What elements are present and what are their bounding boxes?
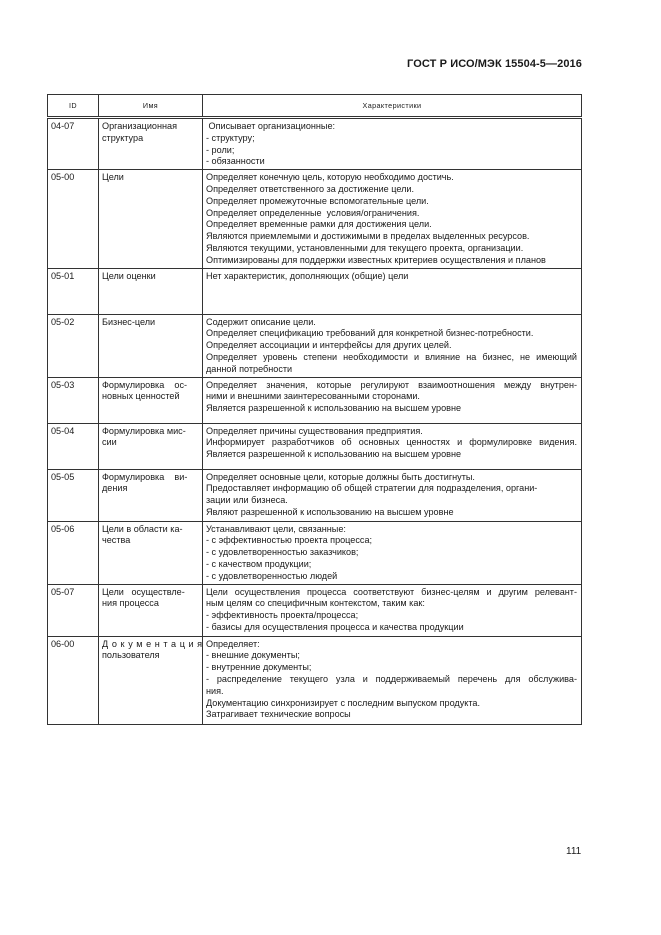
characteristic-line: Документацию синхронизирует с последним выпуском продукта.	[206, 697, 481, 708]
row-id: 05-03	[48, 377, 99, 423]
table-row	[48, 469, 582, 521]
row-id: 05-06	[48, 521, 99, 584]
characteristic-line: Описывает организационные:	[206, 121, 336, 131]
table-row	[48, 314, 582, 377]
characteristic-line: - роли;	[206, 144, 235, 155]
table-row	[48, 521, 582, 584]
characteristic-line: Являются приемлемыми и достижимыми в пределах выделенных ресурсов.	[206, 231, 530, 242]
characteristic-line: - внешние документы;	[206, 650, 300, 661]
characteristic-line: - базисы для осуществления процесса и качества продукции	[206, 621, 464, 632]
column-header-name: Имя	[99, 95, 203, 118]
characteristic-line: ния.	[206, 685, 224, 696]
row-characteristics	[203, 584, 582, 636]
row-characteristics	[203, 268, 582, 314]
row-name-line: Бизнес-цели	[102, 316, 156, 327]
characteristic-line: Определяет основные цели, которые должны быть достигнуты.	[206, 471, 475, 482]
characteristic-line: - распределение текущего узла и поддерживаемый перечень для обслужива-	[206, 673, 577, 684]
row-name	[99, 314, 203, 377]
table-row	[48, 423, 582, 469]
row-name-line: дения	[102, 483, 128, 494]
document-header: ГОСТ Р ИСО/МЭК 15504-5—2016	[407, 58, 582, 70]
row-id: 05-04	[48, 423, 99, 469]
row-id: 05-01	[48, 268, 99, 314]
row-name-line: Цели оценки	[102, 270, 156, 281]
characteristic-line: Является разрешенной к использованию на высшем уровне	[206, 403, 462, 414]
row-name-line: Цели осуществле-	[102, 586, 185, 597]
characteristic-line: Содержит описание цели.	[206, 316, 316, 327]
characteristic-line: Оптимизированы для поддержки известных критериев осуществления и планов	[206, 254, 546, 265]
row-name-line: Цели в области ка-	[102, 523, 183, 534]
characteristic-line: Определяет определенные условия/ограничения.	[206, 207, 420, 218]
characteristic-line: Цели осуществления процесса соответствуют бизнес-целям и другим релевант-	[206, 586, 577, 597]
row-name-line: Формулировка ви-	[102, 471, 188, 482]
row-name-line: Формулировка мис-	[102, 425, 186, 436]
characteristic-line: - эффективность проекта/процесса;	[206, 610, 359, 621]
row-name-line: Организационная	[102, 121, 178, 131]
row-name	[99, 469, 203, 521]
characteristic-line: Определяет:	[206, 638, 260, 649]
row-characteristics	[203, 423, 582, 469]
row-id: 05-02	[48, 314, 99, 377]
row-characteristics	[203, 377, 582, 423]
row-id: 05-00	[48, 170, 99, 268]
row-characteristics	[203, 170, 582, 268]
characteristic-line: - обязанности	[206, 156, 265, 167]
characteristic-line: Определяет конечную цель, которую необходимо достичь.	[206, 172, 454, 183]
table-row	[48, 118, 582, 170]
characteristic-line: Определяет значения, которые регулируют взаимоотношения между внутрен-	[206, 379, 577, 390]
row-name	[99, 268, 203, 314]
characteristic-line: Определяет причины существования предприятия.	[206, 425, 423, 436]
characteristic-line: Предоставляет информацию об общей стратегии для подразделения, органи-	[206, 483, 538, 494]
characteristic-line: Определяет временные рамки для достижения цели.	[206, 219, 432, 230]
table-row	[48, 170, 582, 268]
row-name	[99, 170, 203, 268]
row-name	[99, 584, 203, 636]
row-id: 04-07	[48, 118, 99, 170]
row-name	[99, 118, 203, 170]
characteristic-line: данной потребности	[206, 363, 293, 374]
characteristic-line: Затрагивает технические вопросы	[206, 709, 351, 720]
row-characteristics	[203, 636, 582, 724]
characteristic-line: - с удовлетворенностью заказчиков;	[206, 547, 359, 558]
table-row	[48, 268, 582, 314]
characteristic-line: Являют разрешенной к использованию на высшем уровне	[206, 506, 454, 517]
row-name	[99, 636, 206, 724]
characteristic-line: - с эффективностью проекта процесса;	[206, 535, 373, 546]
characteristic-line: Нет характеристик, дополняющих (общие) цели	[206, 270, 409, 281]
characteristic-line: - структуру;	[206, 132, 255, 143]
characteristic-line: зации или бизнеса.	[206, 495, 288, 506]
row-id: 05-05	[48, 469, 99, 521]
characteristic-line: Определяет ассоциации и интерфейсы для других целей.	[206, 340, 452, 351]
row-id: 05-07	[48, 584, 99, 636]
table-header-row	[48, 95, 582, 118]
row-name	[99, 377, 203, 423]
row-characteristics	[203, 469, 582, 521]
table-row	[48, 584, 582, 636]
characteristic-line: ным целям со специфичным контекстом, таким как:	[206, 598, 425, 609]
table-row	[48, 377, 582, 423]
characteristic-line: Определяет промежуточные вспомогательные цели.	[206, 195, 429, 206]
characteristic-line: Является разрешенной к использованию на высшем уровне	[206, 449, 462, 460]
characteristic-line: - с качеством продукции;	[206, 558, 312, 569]
row-name-line: Цели	[102, 172, 124, 183]
row-name	[99, 521, 203, 584]
row-name-line: Формулировка ос-	[102, 379, 188, 390]
row-name-line: ния процесса	[102, 598, 159, 609]
characteristic-line: - с удовлетворенностью людей	[206, 570, 338, 581]
row-name-line: сии	[102, 437, 117, 448]
characteristic-line: Информирует разработчиков об основных ценностях и формулировке видения.	[206, 437, 577, 448]
row-characteristics	[203, 118, 582, 170]
table-row	[48, 636, 582, 724]
characteristic-line: Являются текущими, установленными для текущего проекта, организации.	[206, 242, 524, 253]
row-characteristics	[203, 314, 582, 377]
characteristic-line: - внутренние документы;	[206, 662, 312, 673]
characteristic-line: ними и внешними заинтересованными сторонами.	[206, 391, 420, 402]
characteristic-line: Определяет уровень степени необходимости и влияние на бизнес, не имеющий	[206, 351, 577, 362]
row-name-line: Документация	[102, 638, 206, 649]
characteristic-line: Определяет спецификацию требований для конкретной бизнес-потребности.	[206, 328, 534, 339]
row-name-line: пользователя	[102, 650, 160, 661]
row-name	[99, 423, 203, 469]
row-name-line: структура	[102, 132, 144, 143]
characteristic-line: Устанавливают цели, связанные:	[206, 523, 346, 534]
row-name-line: чества	[102, 535, 131, 546]
row-id: 06-00	[48, 636, 99, 724]
row-name-line: новных ценностей	[102, 391, 180, 402]
row-characteristics	[203, 521, 582, 584]
page-number: 111	[566, 846, 582, 857]
column-header-id: ID	[48, 95, 99, 118]
characteristic-line: Определяет ответственного за достижение цели.	[206, 183, 415, 194]
characteristics-table	[47, 94, 582, 725]
column-header-characteristics: Характеристики	[203, 95, 582, 118]
